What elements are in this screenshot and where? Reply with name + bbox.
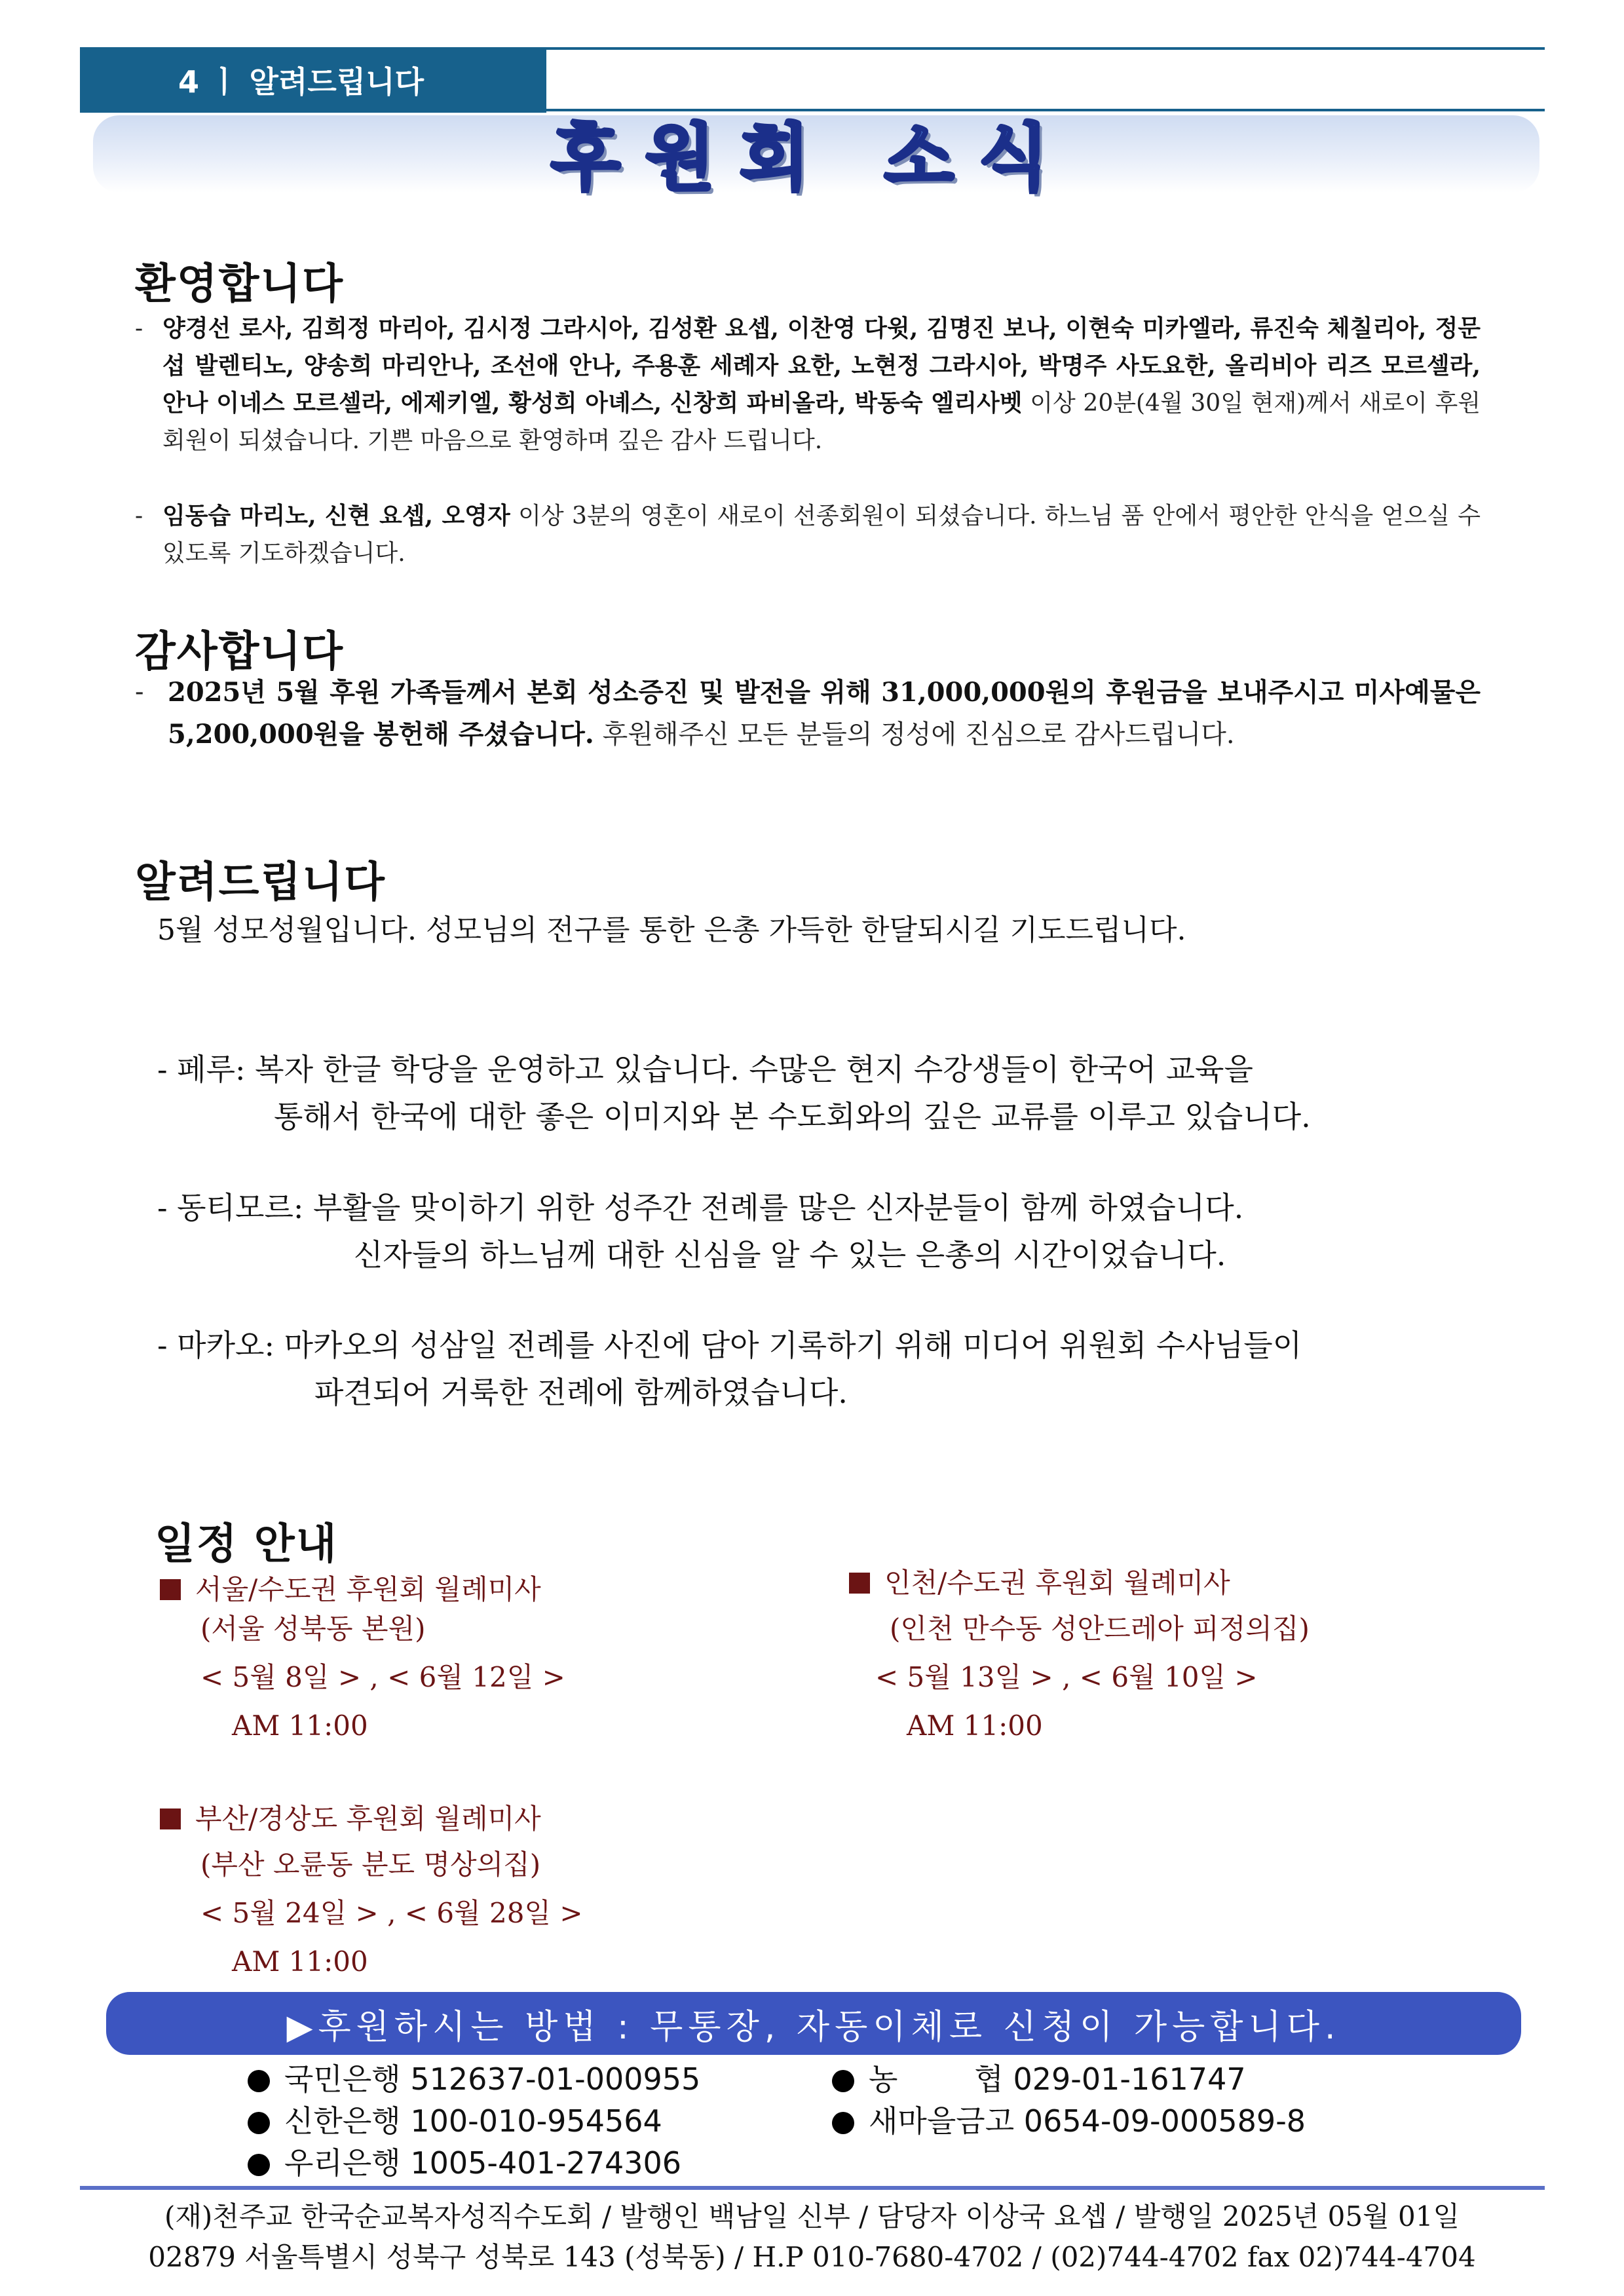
thanks-text bbox=[168, 672, 1481, 756]
incheon-place: (인천 만수동 성안드레아 피정의집) bbox=[890, 1613, 1310, 1645]
bank-kookmin bbox=[248, 2057, 700, 2101]
schedule-busan bbox=[160, 1796, 583, 1985]
bank-saemaeul bbox=[832, 2099, 1306, 2143]
bullet-dot-icon bbox=[832, 2112, 854, 2134]
bank-nonghyup-account: 농 협 029-01-161747 bbox=[869, 2061, 1246, 2097]
busan-time: AM 11:00 bbox=[232, 1945, 368, 1978]
notice-peru-line2: 통해서 한국에 대한 좋은 이미지와 본 수도회와의 깊은 교류를 이루고 있습니다. bbox=[274, 1099, 1311, 1134]
schedule-heading: 일정 안내 bbox=[155, 1520, 338, 1569]
footer-publisher: (재)천주교 한국순교복자성직수도회 / 발행인 백남일 신부 / 담당자 이상국 요셉 / 발행일 2025년 05월 01일 bbox=[164, 2200, 1460, 2232]
bank-shinhan bbox=[248, 2099, 662, 2143]
thanks-donation-amounts: 2025년 5월 후원 가족들께서 본회 성소증진 및 발전을 위해 31,000,000원의 후원금을 보내주시고 미사예물은 5,200,000원을 봉헌해 주셨습니다. bbox=[168, 677, 1481, 750]
new-members-names: 양경선 로사, 김희정 마리아, 김시정 그라시아, 김성환 요셉, 이찬영 다윗, 김명진 보나, 이현숙 미카엘라, 류진숙 체칠리아, 정문섭 발렌티노, 양송희 마리안나, 조선애 안나, 주용훈 세례자 요한, 노현정 그라시아, 박명주 사도요한, 올리비아 리즈 모르셀라, 안나 이네스 모르셀라, 에제키엘, 황성희 아녜스, 신창희 파비올라, 박동숙 엘리사벳 bbox=[162, 315, 1481, 417]
bullet-square-icon bbox=[160, 1579, 181, 1600]
welcome-item-2 bbox=[162, 497, 1481, 572]
notice-macau-line1: - 마카오: 마카오의 성삼일 전례를 사진에 담아 기록하기 위해 미디어 위원회 수사님들이 bbox=[157, 1328, 1302, 1363]
incheon-mass-name: 인천/수도권 후원회 월례미사 bbox=[884, 1567, 1230, 1599]
notice-intro: 5월 성모성월입니다. 성모님의 전구를 통한 은총 가득한 한달되시길 기도드립니다. bbox=[157, 913, 1186, 947]
thanks-heading: 감사합니다 bbox=[135, 628, 345, 676]
new-members-text: 이상 20분(4월 30일 현재)께서 새로이 후원회원이 되셨습니다. 기쁜 마음으로 환영하며 깊은 감사 드립니다. bbox=[162, 390, 1481, 454]
bullet-square-icon bbox=[160, 1808, 181, 1829]
incheon-time: AM 11:00 bbox=[907, 1710, 1043, 1742]
busan-mass-name: 부산/경상도 후원회 월례미사 bbox=[195, 1803, 541, 1835]
busan-dates: < 5월 24일 > , < 6월 28일 > bbox=[200, 1897, 583, 1929]
bullet-dot-icon bbox=[248, 2112, 270, 2134]
bullet-dot-icon bbox=[832, 2070, 854, 2092]
page-section-tab bbox=[80, 47, 546, 113]
bullet-dot-icon bbox=[248, 2154, 270, 2176]
welcome-heading: 환영합니다 bbox=[135, 260, 345, 309]
header-line-top bbox=[546, 47, 1545, 50]
schedule-seoul bbox=[160, 1567, 565, 1749]
incheon-dates: < 5월 13일 > , < 6월 10일 > bbox=[875, 1661, 1258, 1693]
deceased-members-text: 이상 3분의 영혼이 새로이 선종회원이 되셨습니다. 하느님 품 안에서 평안한 안식을 얻으실 수 있도록 기도하겠습니다. bbox=[162, 503, 1481, 567]
bullet-dot-icon bbox=[248, 2070, 270, 2092]
page-label: 4 ㅣ 알려드립니다 bbox=[178, 64, 425, 100]
notice-macau-line2: 파견되어 거룩한 전례에 함께하였습니다. bbox=[314, 1375, 848, 1410]
thanks-closing: 후원해주신 모든 분들의 정성에 진심으로 감사드립니다. bbox=[594, 719, 1235, 750]
bank-kookmin-account: 국민은행 512637-01-000955 bbox=[284, 2061, 701, 2097]
notice-timor-line1: - 동티모르: 부활을 맞이하기 위한 성주간 전례를 많은 신자분들이 함께 하였습니다. bbox=[157, 1190, 1244, 1225]
footer-divider bbox=[80, 2186, 1545, 2190]
schedule-incheon bbox=[849, 1560, 1310, 1749]
welcome-item-1 bbox=[162, 310, 1481, 459]
banner-title: 후원회 소식 bbox=[550, 116, 1074, 200]
busan-place: (부산 오륜동 분도 명상의집) bbox=[200, 1848, 541, 1881]
notice-timor-line2: 신자들의 하느님께 대한 신심을 알 수 있는 은총의 시간이었습니다. bbox=[354, 1237, 1226, 1272]
thanks-dash: - bbox=[135, 677, 144, 707]
bank-woori-account: 우리은행 1005-401-274306 bbox=[284, 2145, 682, 2181]
seoul-dates: < 5월 8일 > , < 6월 12일 > bbox=[200, 1661, 565, 1693]
donation-method-banner bbox=[106, 1992, 1521, 2055]
header-line-bottom bbox=[546, 109, 1545, 111]
deceased-members-names: 임동습 마리노, 신현 요셉, 오영자 bbox=[162, 502, 510, 529]
donation-method-text: ▶후원하시는 방법 : 무통장, 자동이체로 신청이 가능합니다. bbox=[286, 2007, 1341, 2047]
welcome-dash-1: - bbox=[135, 315, 143, 342]
seoul-mass-name: 서울/수도권 후원회 월례미사 bbox=[195, 1573, 541, 1605]
bank-saemaeul-account: 새마을금고 0654-09-000589-8 bbox=[869, 2103, 1306, 2139]
welcome-dash-2: - bbox=[135, 503, 143, 529]
bank-woori bbox=[248, 2141, 681, 2185]
notice-peru-line1: - 페루: 복자 한글 학당을 운영하고 있습니다. 수많은 현지 수강생들이 한국어 교육을 bbox=[157, 1052, 1253, 1087]
seoul-place: (서울 성북동 본원) bbox=[200, 1613, 426, 1645]
footer-address: 02879 서울특별시 성북구 성북로 143 (성북동) / H.P 010-7680-4702 / (02)744-4702 fax 02)744-4704 bbox=[148, 2241, 1476, 2273]
bank-shinhan-account: 신한은행 100-010-954564 bbox=[284, 2103, 662, 2139]
bullet-square-icon bbox=[849, 1573, 870, 1594]
bank-nonghyup bbox=[832, 2057, 1246, 2101]
notice-heading: 알려드립니다 bbox=[135, 858, 386, 907]
seoul-time: AM 11:00 bbox=[232, 1710, 368, 1742]
